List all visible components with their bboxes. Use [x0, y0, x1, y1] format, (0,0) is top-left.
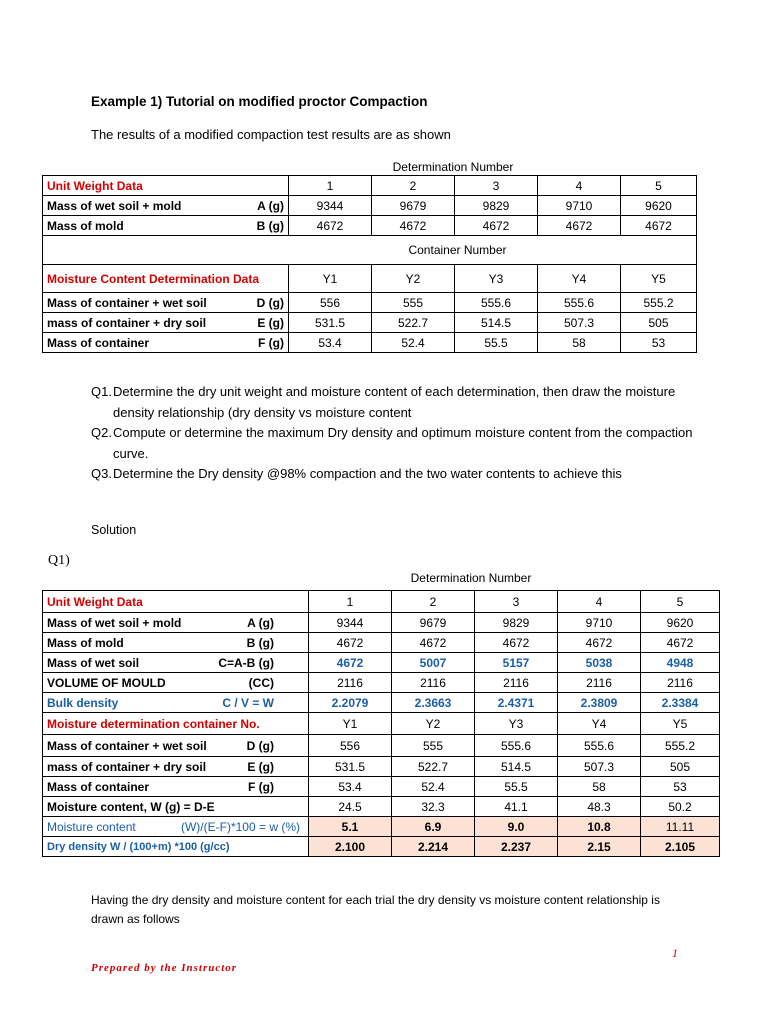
- row-unit: F (g): [258, 335, 284, 350]
- table-cell: 53.4: [289, 333, 372, 353]
- table-cell: 9710: [538, 196, 621, 216]
- table-cell: Y2: [372, 265, 455, 293]
- data-table-1: [42, 175, 697, 353]
- table-cell: 2116: [558, 673, 641, 693]
- table-cell: 4672: [538, 216, 621, 236]
- table-cell: 9344: [309, 613, 392, 633]
- table-cell: 53: [641, 777, 720, 797]
- table-cell: 3: [455, 176, 538, 196]
- table-cell: 2116: [475, 673, 558, 693]
- table-cell: 522.7: [372, 313, 455, 333]
- table-cell: Y5: [621, 265, 697, 293]
- row-unit: C=A-B (g): [218, 655, 274, 670]
- row-unit: B (g): [256, 218, 284, 233]
- table-cell: 4672: [372, 216, 455, 236]
- table-cell: 55.5: [455, 333, 538, 353]
- table-cell: 9620: [641, 613, 720, 633]
- table-cell: Y4: [558, 713, 641, 735]
- table-cell: 2.3663: [392, 693, 475, 713]
- table1-caption: Determination Number: [392, 160, 514, 174]
- table-row: [43, 613, 720, 633]
- row-unit: D (g): [246, 738, 274, 753]
- table-cell: 53.4: [309, 777, 392, 797]
- table-cell: 1: [309, 591, 392, 613]
- row-unit: C / V = W: [222, 695, 274, 710]
- table-cell: 24.5: [309, 797, 392, 817]
- row-label: [43, 633, 309, 653]
- table-cell: 11.11: [641, 817, 720, 837]
- moisture-header: Moisture Content Determination Data: [43, 265, 289, 293]
- table-cell: 555: [372, 293, 455, 313]
- table-row: [43, 591, 720, 613]
- table-cell: 48.3: [558, 797, 641, 817]
- table-cell: 5038: [558, 653, 641, 673]
- row-label-text: Mass of mold: [47, 218, 124, 233]
- row-unit: D (g): [256, 295, 284, 310]
- row-label-text: Mass of mold: [47, 635, 124, 650]
- solution-heading: Solution: [91, 523, 137, 537]
- container-caption-text: Container Number: [408, 243, 507, 257]
- table-cell: 6.9: [392, 817, 475, 837]
- table-cell: 2116: [392, 673, 475, 693]
- row-label-text: Mass of container + wet soil: [47, 295, 207, 310]
- table-row: [43, 176, 697, 196]
- table-cell: 4672: [309, 633, 392, 653]
- row-label-text: Moisture content: [47, 819, 136, 834]
- intro-text: The results of a modified compaction test results are as shown: [91, 127, 451, 142]
- question-item: [91, 464, 701, 485]
- table-cell: 9679: [372, 196, 455, 216]
- data-table-2: [42, 590, 720, 857]
- question-item: [91, 423, 701, 464]
- row-unit: A (g): [247, 615, 274, 630]
- table-cell: Y3: [475, 713, 558, 735]
- row-label-text: mass of container + dry soil: [47, 759, 207, 774]
- closing-paragraph: Having the dry density and moisture content for each trial the dry density vs moisture content relationship is drawn as follows: [91, 893, 660, 926]
- row-label-text: Moisture determination container No.: [47, 716, 260, 731]
- table-cell: 2.4371: [475, 693, 558, 713]
- q1-heading: Q1): [48, 553, 70, 568]
- table-row: [43, 837, 720, 857]
- table-cell: 4: [558, 591, 641, 613]
- table-row: [43, 633, 720, 653]
- table-cell: 531.5: [309, 757, 392, 777]
- table-cell: 555.6: [538, 293, 621, 313]
- row-label-text: Mass of container + wet soil: [47, 738, 207, 753]
- table-cell: 2116: [641, 673, 720, 693]
- row-unit: (CC): [248, 675, 274, 690]
- table-cell: 9829: [475, 613, 558, 633]
- table-cell: 2: [372, 176, 455, 196]
- table-cell: 53: [621, 333, 697, 353]
- row-label: [43, 673, 309, 693]
- row-label-text: Mass of wet soil + mold: [47, 198, 182, 213]
- table-cell: 9679: [392, 613, 475, 633]
- table-cell: 32.3: [392, 797, 475, 817]
- table-cell: 4672: [621, 216, 697, 236]
- table-cell: 2.100: [309, 837, 392, 857]
- table-cell: 2.214: [392, 837, 475, 857]
- unit-weight-header: Unit Weight Data: [43, 176, 289, 196]
- table-cell: 4672: [392, 633, 475, 653]
- footer-text: Prepared by the Instructor: [91, 962, 238, 974]
- table-cell: 2.3809: [558, 693, 641, 713]
- table-cell: 555.6: [558, 735, 641, 757]
- table-cell: 555.2: [641, 735, 720, 757]
- table-row: [43, 757, 720, 777]
- row-label-text: VOLUME OF MOULD: [47, 675, 166, 690]
- table-cell: Y3: [455, 265, 538, 293]
- table-cell: 4672: [558, 633, 641, 653]
- table-cell: 556: [309, 735, 392, 757]
- container-number-caption: [43, 236, 697, 265]
- table-cell: 2.15: [558, 837, 641, 857]
- table-cell: 2.2079: [309, 693, 392, 713]
- table-row: [43, 653, 720, 673]
- table-cell: 58: [558, 777, 641, 797]
- table-cell: 55.5: [475, 777, 558, 797]
- table-cell: 514.5: [455, 313, 538, 333]
- question-number: Q2.: [91, 425, 112, 440]
- table-cell: 4672: [309, 653, 392, 673]
- table-cell: 10.8: [558, 817, 641, 837]
- table-row: [43, 293, 697, 313]
- table-cell: 4: [538, 176, 621, 196]
- table-cell: 52.4: [392, 777, 475, 797]
- table-cell: 4672: [289, 216, 372, 236]
- row-label-text: mass of container + dry soil: [47, 315, 207, 330]
- row-label-text: Mass of wet soil: [47, 655, 140, 670]
- row-label: [43, 196, 289, 216]
- row-label: [43, 817, 309, 837]
- row-label-text: Mass of container: [47, 335, 150, 350]
- row-label: [43, 313, 289, 333]
- table-row: [43, 673, 720, 693]
- question-text: Determine the Dry density @98% compaction and the two water contents to achieve this: [113, 466, 622, 481]
- row-label-text: Moisture content, W (g) = D-E: [47, 799, 215, 814]
- row-label: [43, 653, 309, 673]
- table-cell: 52.4: [372, 333, 455, 353]
- table-row: [43, 333, 697, 353]
- question-item: [91, 382, 701, 423]
- table-cell: 5157: [475, 653, 558, 673]
- table-cell: 58: [538, 333, 621, 353]
- row-label: [43, 797, 309, 817]
- row-label: [43, 837, 309, 857]
- table-cell: 4948: [641, 653, 720, 673]
- row-label: [43, 777, 309, 797]
- table-cell: 555.6: [475, 735, 558, 757]
- table-cell: Y1: [289, 265, 372, 293]
- table-cell: 5007: [392, 653, 475, 673]
- table-cell: 531.5: [289, 313, 372, 333]
- table-cell: 5: [641, 591, 720, 613]
- table-cell: 514.5: [475, 757, 558, 777]
- table-cell: 556: [289, 293, 372, 313]
- page-title: Example 1) Tutorial on modified proctor Compaction: [91, 94, 428, 109]
- row-label: [43, 693, 309, 713]
- table-cell: 3: [475, 591, 558, 613]
- row-unit: F (g): [248, 779, 274, 794]
- questions-list: [91, 382, 701, 485]
- table-cell: 4672: [475, 633, 558, 653]
- table-cell: 9829: [455, 196, 538, 216]
- question-number: Q1.: [91, 384, 112, 399]
- table-cell: 9.0: [475, 817, 558, 837]
- row-label-text: Dry density W / (100+m) *100 (g/cc): [47, 840, 230, 853]
- row-unit: E (g): [257, 315, 284, 330]
- table-cell: 507.3: [538, 313, 621, 333]
- row-label-text: Mass of wet soil + mold: [47, 615, 182, 630]
- table2-caption: Determination Number: [410, 571, 532, 585]
- table-cell: 50.2: [641, 797, 720, 817]
- table-cell: Y1: [309, 713, 392, 735]
- row-unit: (W)/(E-F)*100 = w (%): [180, 819, 300, 834]
- row-unit: B (g): [246, 635, 274, 650]
- question-text: Compute or determine the maximum Dry density and optimum moisture content from the compaction curve.: [113, 425, 693, 461]
- table-row: [43, 797, 720, 817]
- table-row: [43, 313, 697, 333]
- row-label: [43, 613, 309, 633]
- table-cell: 41.1: [475, 797, 558, 817]
- table-cell: Y5: [641, 713, 720, 735]
- row-label: [43, 757, 309, 777]
- table-cell: 507.3: [558, 757, 641, 777]
- question-number: Q3.: [91, 466, 112, 481]
- question-text: Determine the dry unit weight and moisture content of each determination, then draw the moisture density relationship (dry density vs moisture content: [113, 384, 676, 420]
- row-label: [43, 216, 289, 236]
- table-row: [43, 713, 720, 735]
- table-cell: 2.237: [475, 837, 558, 857]
- table-row: [43, 735, 720, 757]
- table-cell: 505: [641, 757, 720, 777]
- table-row: [43, 216, 697, 236]
- table-cell: 4672: [641, 633, 720, 653]
- table-cell: 555.2: [621, 293, 697, 313]
- table-cell: 555: [392, 735, 475, 757]
- table-cell: 5.1: [309, 817, 392, 837]
- table-cell: 9344: [289, 196, 372, 216]
- table-cell: 1: [289, 176, 372, 196]
- table-cell: 555.6: [455, 293, 538, 313]
- table-row: [43, 265, 697, 293]
- table-cell: 2.105: [641, 837, 720, 857]
- table-row: [43, 236, 697, 265]
- table-cell: 2.3384: [641, 693, 720, 713]
- table-cell: 9710: [558, 613, 641, 633]
- page-number: 1: [672, 946, 678, 960]
- row-label: [43, 333, 289, 353]
- table-cell: 2: [392, 591, 475, 613]
- table-cell: Y2: [392, 713, 475, 735]
- unit-weight-header: Unit Weight Data: [43, 591, 309, 613]
- row-label: [43, 713, 309, 735]
- row-unit: A (g): [257, 198, 284, 213]
- table-cell: 5: [621, 176, 697, 196]
- row-label: [43, 735, 309, 757]
- table-cell: 9620: [621, 196, 697, 216]
- table-cell: 4672: [455, 216, 538, 236]
- table-row: [43, 777, 720, 797]
- table-cell: 522.7: [392, 757, 475, 777]
- table-row: [43, 817, 720, 837]
- row-label-text: Bulk density: [47, 695, 119, 710]
- row-unit: E (g): [247, 759, 274, 774]
- table-cell: 505: [621, 313, 697, 333]
- table-row: [43, 693, 720, 713]
- table-cell: Y4: [538, 265, 621, 293]
- row-label-text: Mass of container: [47, 779, 150, 794]
- row-label: [43, 293, 289, 313]
- table-cell: 2116: [309, 673, 392, 693]
- table-row: [43, 196, 697, 216]
